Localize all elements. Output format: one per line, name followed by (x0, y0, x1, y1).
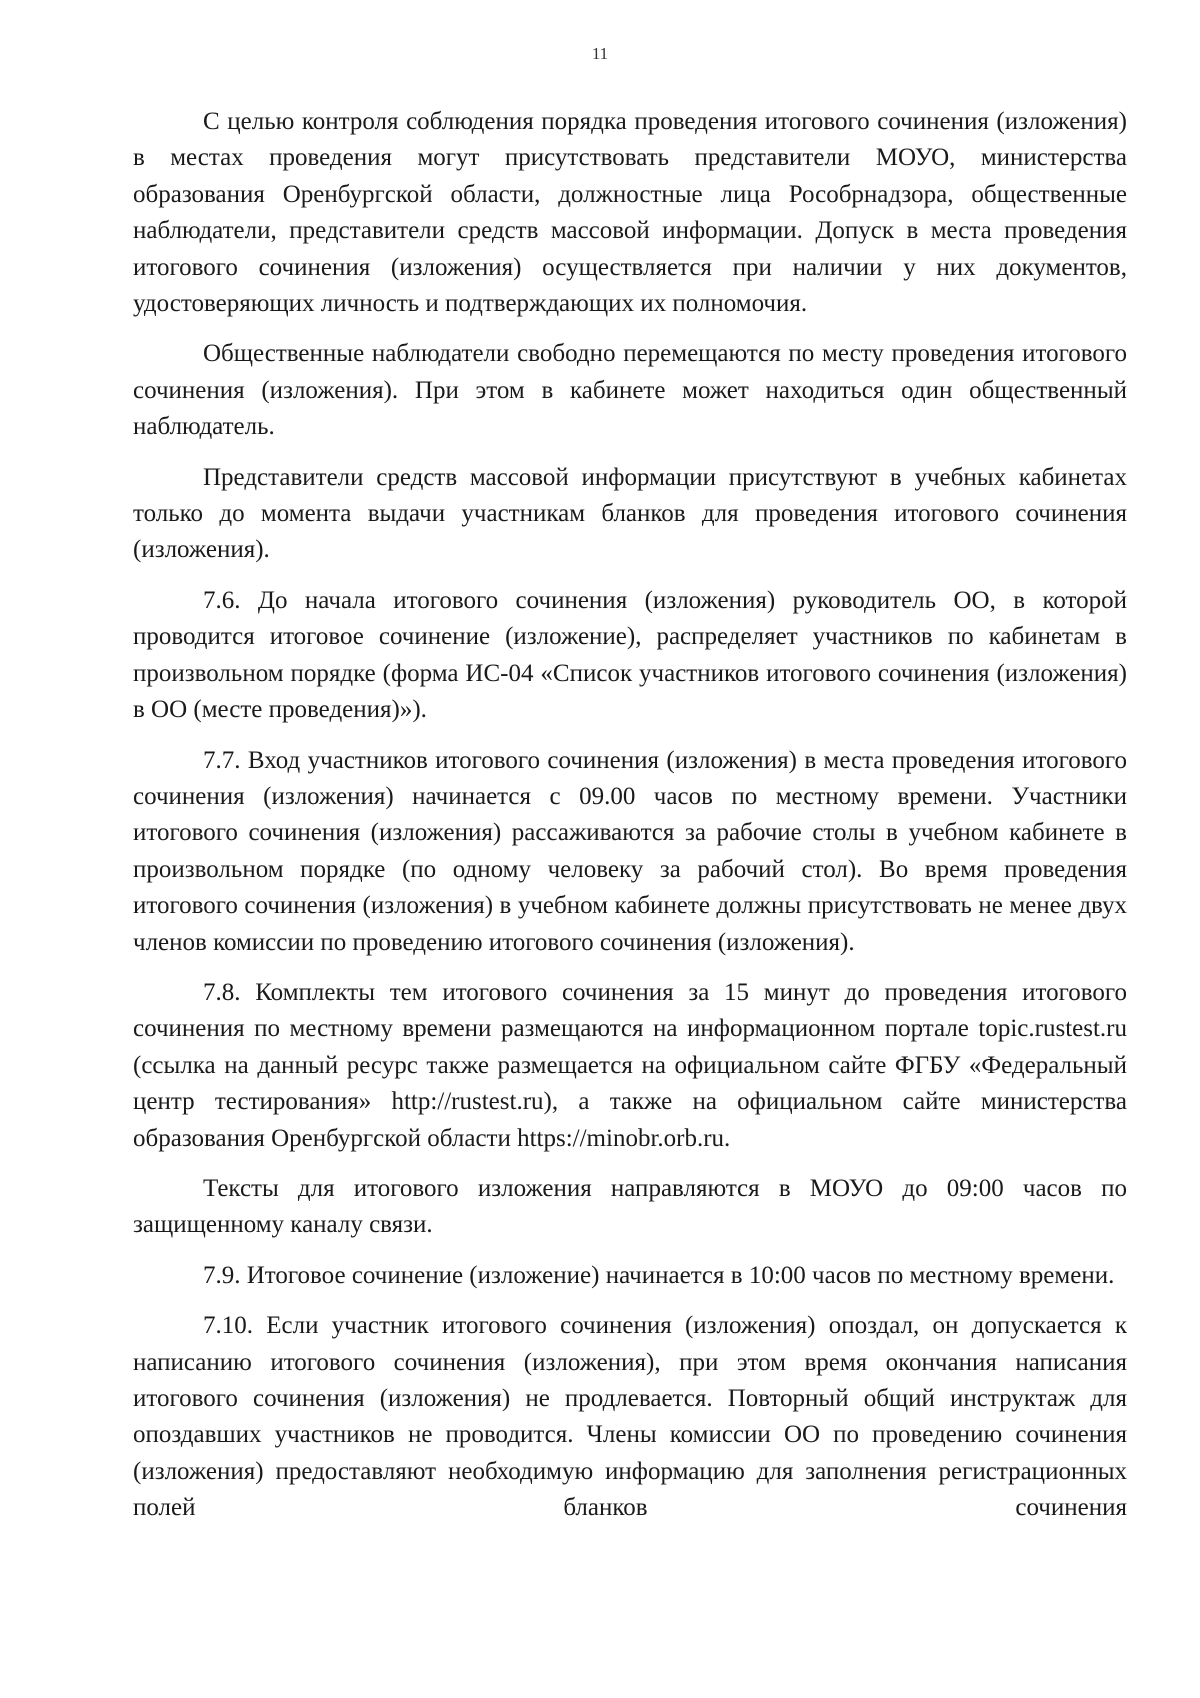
paragraph-exposition-texts: Тексты для итогового изложения направляются в МОУО до 09:00 часов по защищенному каналу связи. (133, 1174, 1127, 1239)
paragraph-mass-media: Представители средств массовой информации присутствуют в учебных кабинетах только до момента выдачи участникам бланков для проведения итогового сочинения (изложения). (133, 463, 1127, 564)
paragraph-7-7: 7.7. Вход участников итогового сочинения (изложения) в места проведения итогового сочинения (изложения) начинается с 09.00 часов по местному времени. Участники итогового сочинения (изложения) рассаживаются за рабочие столы в учебном кабинете в произвольном порядке (по одному человеку за рабочий стол). Во время проведения итогового сочинения (изложения) в учебном кабинете должны присутствовать не менее двух членов комиссии по проведению итогового сочинения (изложения). (133, 746, 1127, 956)
page-number: 11 (591, 44, 609, 63)
paragraph-observers-presence: С целью контроля соблюдения порядка проведения итогового сочинения (изложения) в местах проведения могут присутствовать представители МОУО, министерства образования Оренбургской области, должностные лица Рособрнадзора, общественные наблюдатели, представители средств массовой информации. Допуск в места проведения итогового сочинения (изложения) осуществляется при наличии у них документов, удостоверяющих личность и подтверждающих их полномочия. (133, 108, 1127, 318)
document-body (133, 104, 1127, 1541)
paragraph-7-9: 7.9. Итоговое сочинение (изложение) начинается в 10:00 часов по местному времени. (203, 1261, 1115, 1289)
paragraph-7-10: 7.10. Если участник итогового сочинения (изложения) опоздал, он допускается к написанию итогового сочинения (изложения), при этом время окончания написания итогового сочинения (изложения) не продлевается. Повторный общий инструктаж для опоздавших участников не проводится. Члены комиссии ОО по проведению сочинения (изложения) предоставляют необходимую информацию для заполнения регистрационных полей бланков сочинения (133, 1312, 1127, 1522)
paragraph-7-6: 7.6. До начала итогового сочинения (изложения) руководитель ОО, в которой проводится итоговое сочинение (изложение), распределяет участников по кабинетам в произвольном порядке (форма ИС-04 «Список участников итогового сочинения (изложения) в ОО (месте проведения)»). (133, 586, 1127, 724)
paragraph-public-observers: Общественные наблюдатели свободно перемещаются по месту проведения итогового сочинения (изложения). При этом в кабинете может находиться один общественный наблюдатель. (133, 340, 1127, 441)
paragraph-7-8: 7.8. Комплекты тем итогового сочинения за 15 минут до проведения итогового сочинения по местному времени размещаются на информационном портале topic.rustest.ru (ссылка на данный ресурс также размещается на официальном сайте ФГБУ «Федеральный центр тестирования» http://rustest.ru), а также на официальном сайте министерства образования Оренбургской области https://minobr.orb.ru. (133, 978, 1127, 1152)
